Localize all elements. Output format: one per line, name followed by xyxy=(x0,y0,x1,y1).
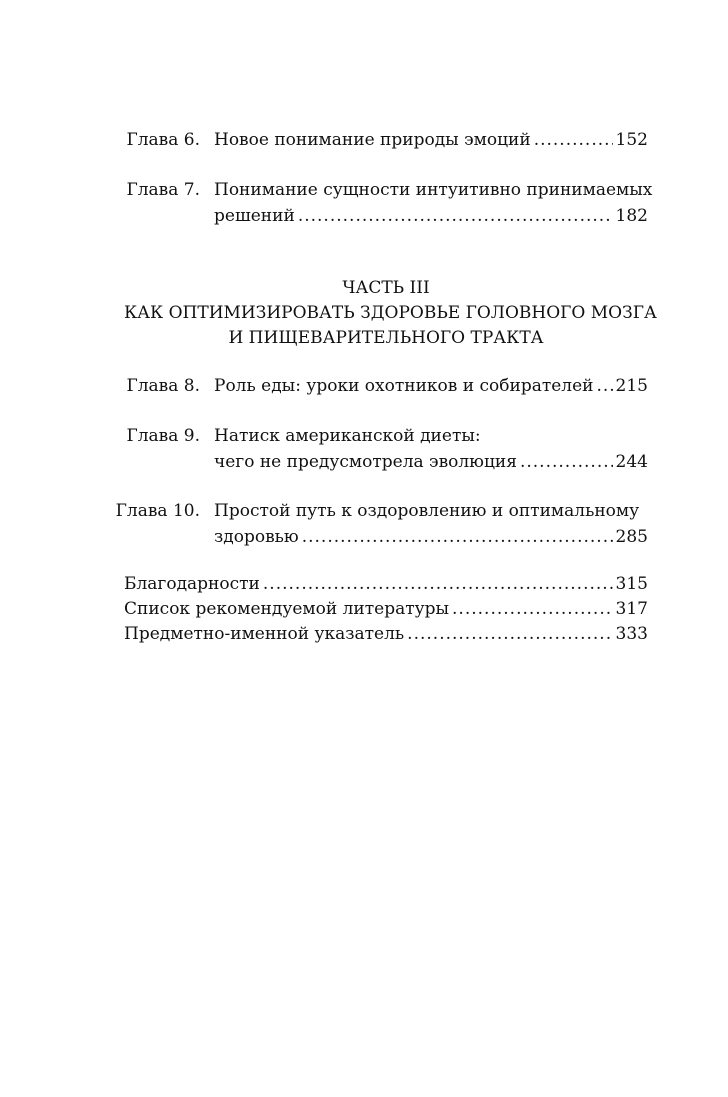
chapter-label: Глава 8. xyxy=(126,376,200,396)
chapter-label: Глава 6. xyxy=(126,130,200,150)
page-number: 285 xyxy=(615,527,648,547)
back-matter-title: Список рекомендуемой литературы xyxy=(124,599,450,619)
dot-leader xyxy=(452,599,613,619)
back-matter-title: Предметно-именной указатель xyxy=(124,624,405,644)
chapter-title-continued: решений xyxy=(214,206,295,226)
page-number: 317 xyxy=(615,599,648,619)
page-number: 244 xyxy=(615,452,648,472)
dot-leader xyxy=(597,376,613,396)
toc-line xyxy=(214,452,648,472)
back-matter-item xyxy=(124,574,648,594)
chapter-label: Глава 7. xyxy=(126,180,200,200)
toc-line xyxy=(214,527,648,547)
page-number: 215 xyxy=(615,376,648,396)
dot-leader xyxy=(407,624,612,644)
toc-line xyxy=(214,501,648,521)
dot-leader xyxy=(263,574,613,594)
dot-leader xyxy=(298,206,613,226)
toc-line xyxy=(214,426,648,446)
back-matter-item xyxy=(124,624,648,644)
dot-leader xyxy=(534,130,613,150)
chapter-title: Роль еды: уроки охотников и собирателей xyxy=(214,376,594,396)
page-number: 182 xyxy=(615,206,648,226)
back-matter-item xyxy=(124,599,648,619)
toc-line xyxy=(214,130,648,150)
dot-leader xyxy=(302,527,613,547)
page-number: 333 xyxy=(615,624,648,644)
chapter-title: Натиск американской диеты: xyxy=(214,426,481,446)
chapter-title-continued: здоровью xyxy=(214,527,299,547)
part-number: ЧАСТЬ III xyxy=(342,278,430,298)
page-number: 315 xyxy=(615,574,648,594)
chapter-title: Понимание сущности интуитивно принимаемых xyxy=(214,180,653,200)
chapter-label: Глава 10. xyxy=(115,501,200,521)
toc-line xyxy=(214,206,648,226)
chapter-title: Простой путь к оздоровлению и оптимальному xyxy=(214,501,640,521)
toc-line xyxy=(214,180,653,200)
chapter-title: Новое понимание природы эмоций xyxy=(214,130,531,150)
back-matter-title: Благодарности xyxy=(124,574,260,594)
page-number: 152 xyxy=(615,130,648,150)
dot-leader xyxy=(520,452,613,472)
part-title-line-2: И ПИЩЕВАРИТЕЛЬНОГО ТРАКТА xyxy=(228,328,544,348)
chapter-label: Глава 9. xyxy=(126,426,200,446)
toc-line xyxy=(214,376,648,396)
part-title-line-1: КАК ОПТИМИЗИРОВАТЬ ЗДОРОВЬЕ ГОЛОВНОГО МОЗГА xyxy=(124,303,657,323)
chapter-title-continued: чего не предусмотрела эволюция xyxy=(214,452,517,472)
